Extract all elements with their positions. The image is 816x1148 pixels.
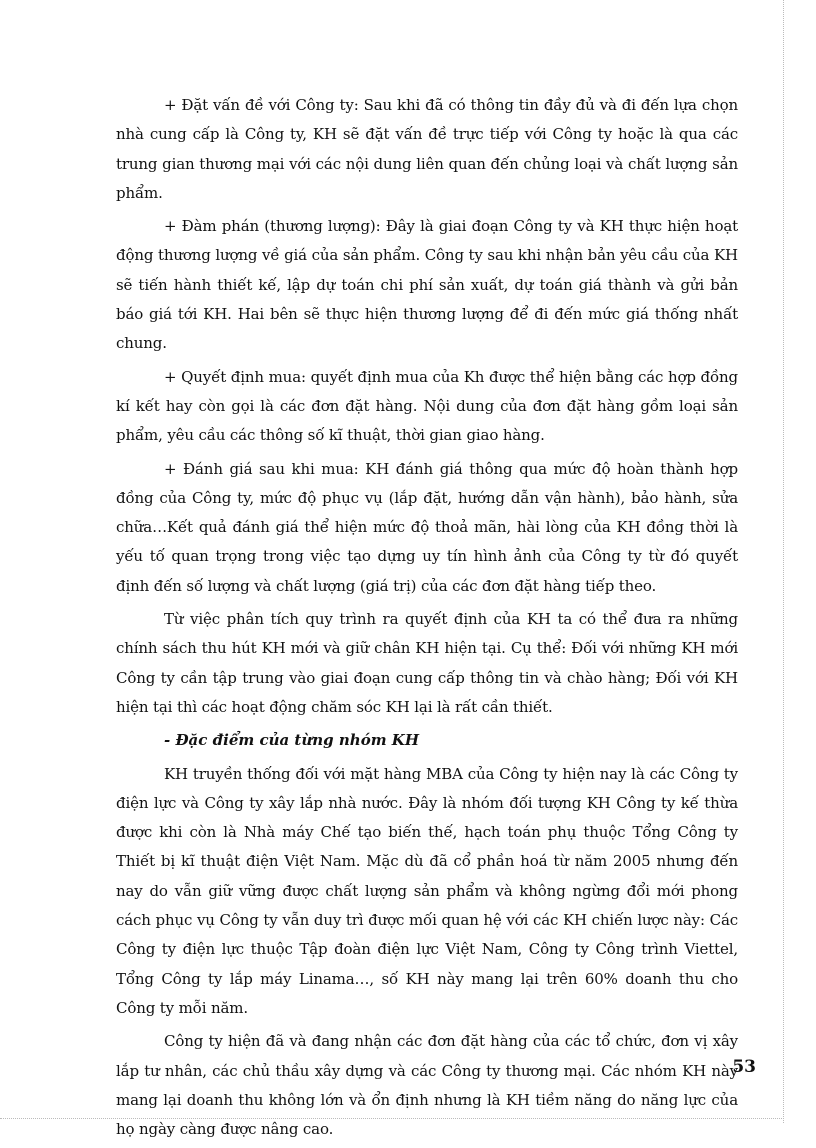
- paragraph-dat-van-de: + Đặt vấn đề với Công ty: Sau khi đã có thông tin đầy đủ và đi đến lựa chọn nhà cung cấp là Công ty, KH sẽ đặt vấn đề trực tiếp với Công ty hoặc là qua các trung gian thương mại với các nội dung liên quan đến chủng loại và chất lượng sản phẩm.: [116, 96, 738, 202]
- paragraph-chinh-sach-kh: Từ việc phân tích quy trình ra quyết định của KH ta có thể đưa ra những chính sách thu hút KH mới và giữ chân KH hiện tại. Cụ thể: Đối với những KH mới Công ty cần tập trung vào giai đoạn cung cấp thông tin và chào hàng; Đối với KH hiện tại thì các hoạt động chăm sóc KH lại là rất cần thiết.: [116, 610, 738, 716]
- page-border-right: [783, 0, 784, 1123]
- document-body: [116, 91, 738, 1148]
- paragraph-danh-gia-sau-mua: + Đánh giá sau khi mua: KH đánh giá thông qua mức độ hoàn thành hợp đồng của Công ty, mức độ phục vụ (lắp đặt, hướng dẫn vận hành), bảo hành, sửa chữa…Kết quả đánh giá thể hiện mức độ thoả mãn, hài lòng của KH đồng thời là yếu tố quan trọng trong việc tạo dựng uy tín hình ảnh của Công ty từ đó quyết định đến số lượng và chất lượng (giá trị) của các đơn đặt hàng tiếp theo.: [116, 459, 738, 595]
- paragraph-quyet-dinh-mua: + Quyết định mua: quyết định mua của Kh được thể hiện bằng các hợp đồng kí kết hay còn gọi là các đơn đặt hàng. Nội dung của đơn đặt hàng gồm loại sản phẩm, yêu cầu các thông số kĩ thuật, thời gian giao hàng.: [116, 367, 738, 445]
- page-number: 53: [732, 1057, 756, 1077]
- paragraph-kh-truyen-thong: KH truyền thống đối với mặt hàng MBA của Công ty hiện nay là các Công ty điện lực và Công ty xây lắp nhà nước. Đây là nhóm đối tượng KH Công ty kế thừa được khi còn là Nhà máy Chế tạo biến thế, hạch toán phụ thuộc Tổng Công ty Thiết bị kĩ thuật điện Việt Nam. Mặc dù đã cổ phần hoá từ năm 2005 nhưng đến nay do vẫn giữ vững được chất lượng sản phẩm và không ngừng đổi mới phong cách phục vụ Công ty vẫn duy trì được mối quan hệ với các KH chiến lược này: Các Công ty điện lực thuộc Tập đoàn điện lực Việt Nam, Công ty Công trình Viettel, Tổng Công ty lắp máy Linama…, số KH này mang lại trên 60% doanh thu cho Công ty mỗi năm.: [116, 764, 738, 1017]
- paragraph-kh-tiem-nang: Công ty hiện đã và đang nhận các đơn đặt hàng của các tổ chức, đơn vị xây lắp tư nhân, các chủ thầu xây dựng và các Công ty thương mại. Các nhóm KH này mang lại doanh thu không lớn và ổn định nhưng là KH tiềm năng do năng lực của họ ngày càng được nâng cao.: [116, 1032, 738, 1139]
- paragraph-dam-phan: + Đàm phán (thương lượng): Đây là giai đoạn Công ty và KH thực hiện hoạt động thương lượng về giá của sản phẩm. Công ty sau khi nhận bản yêu cầu của KH sẽ tiến hành thiết kế, lập dự toán chi phí sản xuất, dự toán giá thành và gửi bản báo giá tới KH. Hai bên sẽ thực hiện thương lượng để đi đến mức giá thống nhất chung.: [116, 217, 738, 353]
- section-heading-dac-diem-nhom-kh: - Đặc điểm của từng nhóm KH: [164, 731, 420, 750]
